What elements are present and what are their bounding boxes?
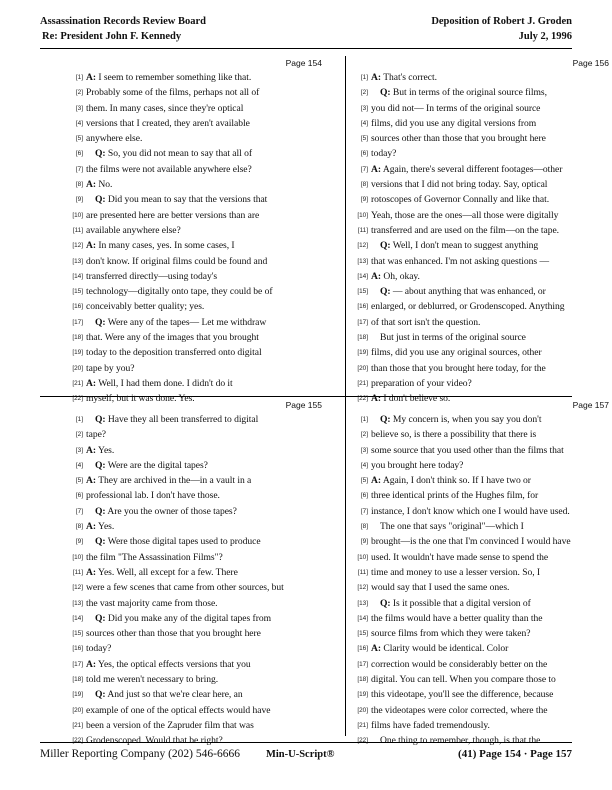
line-number: [12] — [72, 242, 83, 250]
line-number: [1] — [360, 416, 368, 423]
transcript-line — [353, 489, 611, 504]
transcript-line — [353, 239, 611, 254]
line-number: [22] — [357, 737, 368, 745]
line-number: [6] — [360, 150, 368, 158]
transcript-line — [68, 193, 326, 208]
line-text: One thing to remember, though, is that the — [380, 735, 541, 747]
line-text: technology—digitally onto tape, they could be of — [86, 286, 273, 298]
line-number: [5] — [75, 135, 83, 143]
line-number: [11] — [357, 568, 368, 576]
line-text: are presented here are better versions than are — [86, 209, 260, 221]
line-number: [3] — [360, 104, 368, 112]
page-footer — [40, 748, 572, 760]
line-text: today? — [371, 148, 397, 160]
transcript-line — [68, 658, 326, 673]
line-number: [22] — [357, 395, 368, 403]
line-text: sources other than those that you brought here — [86, 628, 261, 640]
line-text: today to the deposition transferred onto digital — [86, 347, 262, 359]
line-text: A: They are archived in the—in a vault in a — [86, 475, 252, 487]
transcript-line — [353, 520, 611, 535]
line-number: [14] — [72, 272, 83, 280]
transcript-line — [68, 224, 326, 239]
line-text: The one that says "original"—which I — [380, 521, 524, 533]
transcript-line — [68, 71, 326, 86]
line-number: [10] — [72, 211, 83, 219]
line-text: transferred and are used on the film—on the tape. — [371, 224, 560, 236]
line-text: time and money to use a lesser version. So, I — [371, 566, 541, 578]
line-number: [2] — [75, 89, 83, 97]
line-text: films, did you use any digital versions from — [371, 117, 537, 129]
transcript-line — [353, 413, 611, 428]
line-text: A: I seem to remember something like that. — [86, 72, 252, 83]
line-text: versions that I did not bring today. Say, optical — [371, 179, 548, 191]
line-text: that. Were any of the images that you brought — [86, 332, 259, 344]
line-text: A: Again, there's several different footages—other — [371, 163, 563, 175]
header-deposition-title: Deposition of Robert J. Groden — [431, 16, 572, 27]
line-number: [18] — [72, 334, 83, 342]
line-number: [3] — [75, 446, 83, 454]
page-header — [40, 14, 572, 44]
transcript-line — [68, 117, 326, 132]
line-number: [9] — [75, 196, 83, 204]
transcript-line — [353, 535, 611, 550]
line-text: been a version of the Zapruder film that was — [86, 719, 254, 731]
line-number: [19] — [72, 691, 83, 699]
transcript-line — [68, 551, 326, 566]
transcript-line — [68, 132, 326, 147]
transcript-line — [68, 505, 326, 520]
line-text: rotoscopes of Governor Connally and like that. — [371, 194, 550, 206]
line-text: A: Yes. Well, all except for a few. There — [86, 566, 238, 578]
transcript-line — [353, 102, 611, 117]
page-number-label: Page 154 — [285, 58, 322, 68]
line-number: [5] — [360, 477, 368, 485]
transcript-line — [68, 444, 326, 459]
transcript-line — [68, 688, 326, 703]
transcript-line — [353, 331, 611, 346]
transcript-grid — [40, 56, 609, 747]
line-text: available anywhere else? — [86, 224, 181, 236]
header-left — [40, 14, 206, 44]
line-number: [10] — [72, 553, 83, 561]
transcript-line — [353, 71, 611, 86]
line-text: A: Well, I had them done. I didn't do it — [86, 377, 233, 389]
transcript-line — [68, 255, 326, 270]
line-number: [13] — [72, 599, 83, 607]
line-text: A: Yes. — [86, 444, 115, 456]
line-number: [7] — [75, 507, 83, 515]
line-text: Q: Were any of the tapes— Let me withdraw — [95, 316, 267, 328]
line-number: [21] — [72, 379, 83, 387]
line-number: [16] — [72, 303, 83, 311]
line-number: [16] — [72, 645, 83, 653]
transcript-line — [68, 673, 326, 688]
transcript-line — [68, 719, 326, 734]
line-number: [7] — [360, 507, 368, 515]
transcript-line — [68, 147, 326, 162]
transcript-line — [353, 428, 611, 443]
line-number: [15] — [357, 630, 368, 638]
line-text: anywhere else. — [86, 133, 143, 145]
transcript-line — [68, 566, 326, 581]
line-number: [18] — [357, 676, 368, 684]
line-text: Q: Is it possible that a digital version of — [380, 597, 531, 609]
line-number: [14] — [357, 272, 368, 280]
line-text: Grodenscoped. Would that be right? — [86, 735, 223, 747]
transcript-line — [353, 719, 611, 734]
line-number: [6] — [360, 492, 368, 500]
line-text: this videotape, you'll see the difference, because — [371, 689, 554, 701]
line-text: tape by you? — [86, 362, 135, 374]
line-number: [15] — [72, 630, 83, 638]
line-number: [15] — [357, 288, 368, 296]
transcript-line — [68, 163, 326, 178]
line-number: [12] — [357, 242, 368, 250]
line-text: A: I don't believe so. — [371, 393, 451, 405]
transcript-line — [68, 474, 326, 489]
line-text: the film "The Assassination Films"? — [86, 551, 223, 563]
transcript-line — [353, 474, 611, 489]
line-number: [18] — [72, 676, 83, 684]
line-number: [20] — [72, 706, 83, 714]
transcript-line — [68, 597, 326, 612]
line-number: [11] — [72, 226, 83, 234]
line-text: myself, but it was done. Yes. — [86, 393, 195, 405]
line-number: [8] — [75, 523, 83, 531]
transcript-line — [68, 627, 326, 642]
line-text: sources other than those that you brought here — [371, 133, 546, 145]
line-number: [11] — [72, 568, 83, 576]
transcript-line — [353, 270, 611, 285]
transcript-line — [68, 178, 326, 193]
transcript-line — [353, 704, 611, 719]
transcript-column-page-156 — [353, 58, 611, 408]
line-text: conceivably better quality; yes. — [86, 301, 205, 313]
header-deposition-date: July 2, 1996 — [518, 31, 572, 43]
line-text: enlarged, or deblurred, or Grodenscoped. Anything — [371, 301, 565, 313]
line-text: some source that you used other than the films that — [371, 444, 564, 456]
page-number-label: Page 155 — [285, 400, 322, 410]
line-text: Q: Were those digital tapes used to produce — [95, 536, 261, 548]
line-text: three identical prints of the Hughes film, for — [371, 490, 539, 502]
line-number: [19] — [357, 349, 368, 357]
line-number: [20] — [357, 706, 368, 714]
transcript-line — [68, 346, 326, 361]
line-text: Q: And just so that we're clear here, an — [95, 689, 243, 701]
line-text: brought—is the one that I'm convinced I would have — [371, 536, 571, 548]
line-text: Q: Have they all been transferred to digital — [95, 414, 259, 425]
footer-brand: Min-U-Script® — [265, 749, 335, 760]
line-number: [13] — [72, 257, 83, 265]
transcript-line — [353, 255, 611, 270]
transcript-line — [353, 362, 611, 377]
line-number: [3] — [75, 104, 83, 112]
header-agency-title: Assassination Records Review Board — [40, 16, 206, 27]
line-number: [4] — [75, 461, 83, 469]
transcript-line — [353, 300, 611, 315]
line-text: them. In many cases, since they're optical — [86, 102, 244, 114]
line-number: [15] — [72, 288, 83, 296]
transcript-line — [353, 658, 611, 673]
transcript-line — [68, 86, 326, 101]
line-text: that was enhanced. I'm not asking questions — — [371, 255, 549, 267]
transcript-line — [68, 270, 326, 285]
line-text: A: Yes. — [86, 521, 115, 533]
line-text: professional lab. I don't have those. — [86, 490, 220, 502]
line-text: transferred directly—using today's — [86, 270, 218, 282]
transcript-line — [353, 459, 611, 474]
transcript-line — [353, 346, 611, 361]
line-number: [21] — [72, 721, 83, 729]
header-divider — [40, 48, 572, 49]
line-number: [21] — [357, 379, 368, 387]
line-number: [6] — [75, 492, 83, 500]
line-number: [9] — [360, 196, 368, 204]
transcript-line — [353, 612, 611, 627]
line-number: [1] — [75, 416, 83, 423]
transcript-line — [68, 285, 326, 300]
line-number: [20] — [72, 364, 83, 372]
transcript-line — [68, 209, 326, 224]
transcript-lines — [68, 413, 326, 750]
transcript-line — [68, 413, 326, 428]
line-text: told me weren't necessary to bring. — [86, 674, 219, 686]
transcript-line — [68, 520, 326, 535]
footer-reporting-company: Miller Reporting Company (202) 546-6666 — [40, 748, 240, 760]
transcript-line — [353, 193, 611, 208]
line-text: instance, I don't know which one I would have used. — [371, 505, 570, 517]
transcript-line — [353, 147, 611, 162]
line-text: believe so, is there a possibility that there is — [371, 429, 537, 441]
transcript-line — [353, 566, 611, 581]
line-text: films, did you use any original sources, other — [371, 347, 542, 359]
line-text: But just in terms of the original source — [380, 332, 526, 344]
line-text: digital. You can tell. When you compare those to — [371, 674, 556, 686]
transcript-lines — [68, 71, 326, 408]
line-number: [9] — [75, 538, 83, 546]
transcript-line — [68, 489, 326, 504]
line-number: [11] — [357, 226, 368, 234]
transcript-column-page-154 — [68, 58, 326, 408]
line-number: [12] — [72, 584, 83, 592]
line-number: [8] — [75, 181, 83, 189]
line-text: were a few scenes that came from other sources, but — [86, 582, 284, 594]
header-right — [431, 14, 572, 44]
transcript-line — [68, 331, 326, 346]
line-text: Q: So, you did not mean to say that all of — [95, 148, 252, 160]
line-text: A: Clarity would be identical. Color — [371, 643, 509, 655]
line-text: correction would be considerably better on the — [371, 658, 548, 670]
transcript-line — [353, 163, 611, 178]
transcript-line — [353, 178, 611, 193]
line-number: [7] — [360, 165, 368, 173]
line-number: [22] — [72, 737, 83, 745]
line-number: [1] — [360, 74, 368, 81]
line-number: [14] — [72, 614, 83, 622]
line-number: [4] — [360, 461, 368, 469]
line-number: [14] — [357, 614, 368, 622]
transcript-line — [353, 673, 611, 688]
transcript-line — [353, 86, 611, 101]
line-text: Yeah, those are the ones—all those were digitally — [371, 209, 559, 221]
transcript-line — [353, 505, 611, 520]
footer-page-range: (41) Page 154 · Page 157 — [458, 748, 572, 760]
line-text: A: Again, I don't think so. If I have two or — [371, 475, 531, 487]
line-number: [4] — [360, 119, 368, 127]
line-text: preparation of your video? — [371, 377, 472, 389]
line-number: [13] — [357, 257, 368, 265]
line-text: Q: — about anything that was enhanced, or — [380, 286, 546, 298]
line-text: example of one of the optical effects would have — [86, 704, 271, 716]
transcript-line — [353, 597, 611, 612]
transcript-line — [353, 444, 611, 459]
transcript-line — [68, 459, 326, 474]
line-number: [7] — [75, 165, 83, 173]
transcript-lines — [353, 71, 611, 408]
line-text: today? — [86, 643, 112, 655]
transcript-column-page-157 — [353, 400, 611, 750]
line-text: source films from which they were taken? — [371, 628, 531, 640]
line-number: [10] — [357, 553, 368, 561]
line-text: A: That's correct. — [371, 72, 437, 83]
line-number: [4] — [75, 119, 83, 127]
transcript-line — [353, 581, 611, 596]
line-text: the films would have a better quality than the — [371, 612, 543, 624]
line-number: [16] — [357, 303, 368, 311]
transcript-line — [68, 704, 326, 719]
transcript-line — [68, 377, 326, 392]
line-text: films have faded tremendously. — [371, 719, 490, 731]
line-number: [17] — [357, 660, 368, 668]
transcript-line — [68, 102, 326, 117]
line-number: [17] — [357, 318, 368, 326]
footer-divider — [40, 742, 572, 743]
line-text: would say that I used the same ones. — [371, 582, 510, 594]
line-text: Q: Did you mean to say that the versions that — [95, 194, 268, 206]
line-number: [5] — [75, 477, 83, 485]
line-text: A: Oh, okay. — [371, 270, 420, 282]
transcript-line — [68, 581, 326, 596]
transcript-line — [68, 362, 326, 377]
line-text: used. It wouldn't have made sense to spend the — [371, 551, 549, 563]
line-text: Q: But in terms of the original source films, — [380, 87, 547, 99]
line-number: [17] — [72, 318, 83, 326]
line-number: [8] — [360, 523, 368, 531]
line-number: [10] — [357, 211, 368, 219]
transcript-line — [353, 224, 611, 239]
line-text: Q: My concern is, when you say you don't — [380, 414, 542, 425]
line-number: [1] — [75, 74, 83, 81]
transcript-line — [353, 285, 611, 300]
line-text: you did not— In terms of the original source — [371, 102, 541, 114]
line-number: [21] — [357, 721, 368, 729]
line-number: [2] — [75, 431, 83, 439]
line-text: the vast majority came from those. — [86, 597, 218, 609]
page-number-label: Page 156 — [572, 58, 609, 68]
line-text: Q: Well, I don't mean to suggest anything — [380, 240, 539, 252]
transcript-line — [68, 428, 326, 443]
line-number: [8] — [360, 181, 368, 189]
line-text: of that sort isn't the question. — [371, 316, 481, 328]
transcript-line — [353, 627, 611, 642]
line-number: [13] — [357, 599, 368, 607]
line-text: Q: Were are the digital tapes? — [95, 459, 208, 471]
line-text: A: Yes, the optical effects versions that you — [86, 658, 251, 670]
line-number: [18] — [357, 334, 368, 342]
line-text: versions that I created, they aren't available — [86, 117, 250, 129]
header-case-subject: Re: President John F. Kennedy — [42, 31, 182, 43]
transcript-column-page-155 — [68, 400, 326, 750]
transcript-line — [353, 209, 611, 224]
transcript-line — [68, 642, 326, 657]
line-text: the films were not available anywhere else? — [86, 163, 252, 175]
line-number: [16] — [357, 645, 368, 653]
line-text: don't know. If original films could be found and — [86, 255, 268, 267]
line-text: Probably some of the films, perhaps not all of — [86, 87, 260, 99]
transcript-line — [353, 316, 611, 331]
transcript-line — [68, 612, 326, 627]
line-number: [17] — [72, 660, 83, 668]
line-number: [5] — [360, 135, 368, 143]
line-number: [12] — [357, 584, 368, 592]
line-number: [22] — [72, 395, 83, 403]
line-number: [3] — [360, 446, 368, 454]
transcript-line — [68, 535, 326, 550]
line-number: [19] — [72, 349, 83, 357]
line-number: [9] — [360, 538, 368, 546]
line-number: [20] — [357, 364, 368, 372]
line-text: the videotapes were color corrected, where the — [371, 704, 548, 716]
page-number-label: Page 157 — [572, 400, 609, 410]
transcript-line — [353, 377, 611, 392]
line-number: [19] — [357, 691, 368, 699]
transcript-line — [68, 239, 326, 254]
transcript-line — [353, 117, 611, 132]
line-text: Q: Are you the owner of those tapes? — [95, 505, 237, 517]
line-number: [2] — [360, 89, 368, 97]
transcript-line — [68, 300, 326, 315]
line-text: than those that you brought here today, for the — [371, 362, 546, 374]
line-text: A: No. — [86, 179, 113, 191]
transcript-line — [353, 688, 611, 703]
line-text: tape? — [86, 429, 106, 441]
line-number: [6] — [75, 150, 83, 158]
transcript-line — [353, 132, 611, 147]
line-text: you brought here today? — [371, 459, 464, 471]
line-text: A: In many cases, yes. In some cases, I — [86, 240, 235, 252]
line-text: Q: Did you make any of the digital tapes from — [95, 612, 271, 624]
line-number: [2] — [360, 431, 368, 439]
transcript-line — [353, 642, 611, 657]
transcript-line — [68, 316, 326, 331]
transcript-line — [353, 551, 611, 566]
transcript-lines — [353, 413, 611, 750]
